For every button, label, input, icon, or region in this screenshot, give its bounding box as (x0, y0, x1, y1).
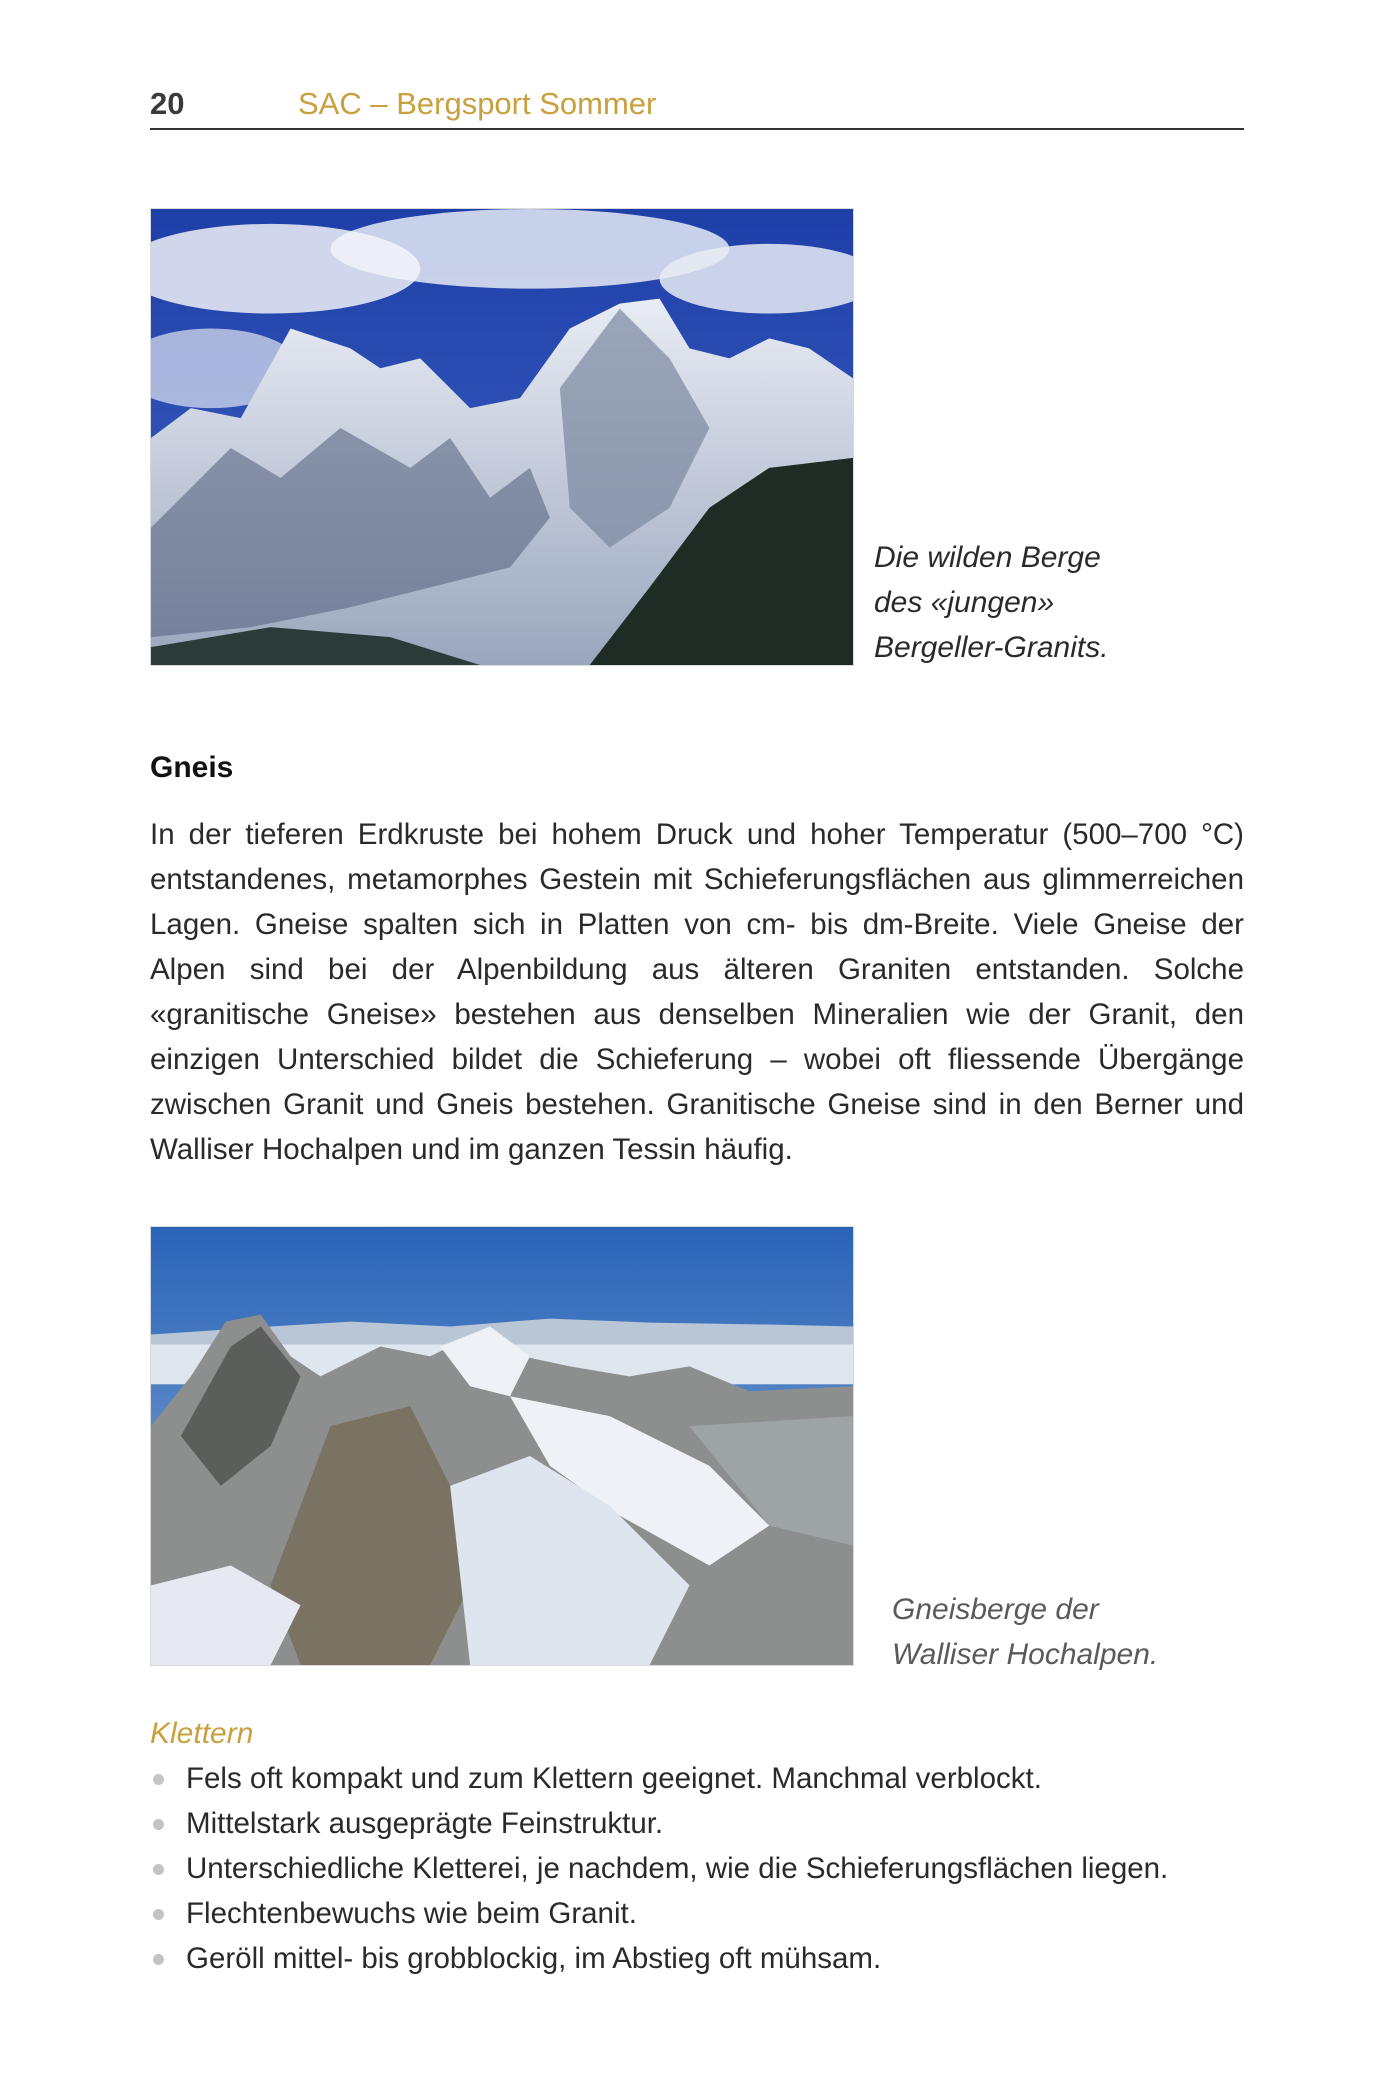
caption-line: Die wilden Berge (874, 541, 1101, 574)
list-item (150, 1936, 1250, 1981)
caption-line: Gneisberge der (892, 1593, 1099, 1626)
list-item (150, 1756, 1250, 1801)
body-paragraph: In der tieferen Erdkruste bei hohem Druck und hoher Temperatur (500–700 °C) entstandenes, metamorphes Gestein mit Schieferungsflächen aus glimmerreichen Lagen. Gneise spalten sich in Platten von cm- bis dm-Breite. Viele Gneise der Alpen sind bei der Alpenbildung aus älteren Graniten entstanden. Solche «granitische Gneise» bestehen aus denselben Mineralien wie der Granit, den einzigen Unterschied bildet die Schieferung – wobei oft fliessende Übergänge zwischen Granit und Gneis bestehen. Granitische Gneise sind in den Berner und Walliser Hochalpen und im ganzen Tessin häufig. (150, 818, 1244, 1166)
list-item (150, 1846, 1250, 1891)
caption-line: des «jungen» (874, 586, 1055, 619)
list-item (150, 1891, 1250, 1936)
bullet-icon (153, 1819, 164, 1830)
bullet-icon (153, 1954, 164, 1965)
list-item (150, 1801, 1250, 1846)
klettern-list (150, 1756, 1250, 1981)
photo-caption-bergell (874, 535, 1204, 670)
bullet-icon (153, 1864, 164, 1875)
bullet-icon (153, 1909, 164, 1920)
caption-line: Bergeller-Granits. (874, 631, 1109, 664)
bullet-icon (153, 1774, 164, 1785)
running-title: SAC – Bergsport Sommer (298, 86, 657, 121)
photo-caption-wallis (892, 1587, 1222, 1677)
mountain-photo-wallis (150, 1226, 854, 1666)
page-number: 20 (150, 86, 185, 121)
klettern-heading: Klettern (150, 1717, 254, 1750)
list-item-text: Geröll mittel- bis grobblockig, im Abstieg oft mühsam. (186, 1942, 882, 1975)
list-item-text: Fels oft kompakt und zum Klettern geeignet. Manchmal verblockt. (186, 1762, 1042, 1795)
list-item-text: Unterschiedliche Kletterei, je nachdem, wie die Schieferungsflächen liegen. (186, 1852, 1169, 1885)
caption-line: Walliser Hochalpen. (892, 1638, 1159, 1671)
list-item-text: Mittelstark ausgeprägte Feinstruktur. (186, 1807, 664, 1840)
page-header (150, 84, 1244, 130)
section-title: Gneis (150, 751, 234, 784)
list-item-text: Flechtenbewuchs wie beim Granit. (186, 1897, 637, 1930)
mountain-photo-bergell (150, 208, 854, 666)
